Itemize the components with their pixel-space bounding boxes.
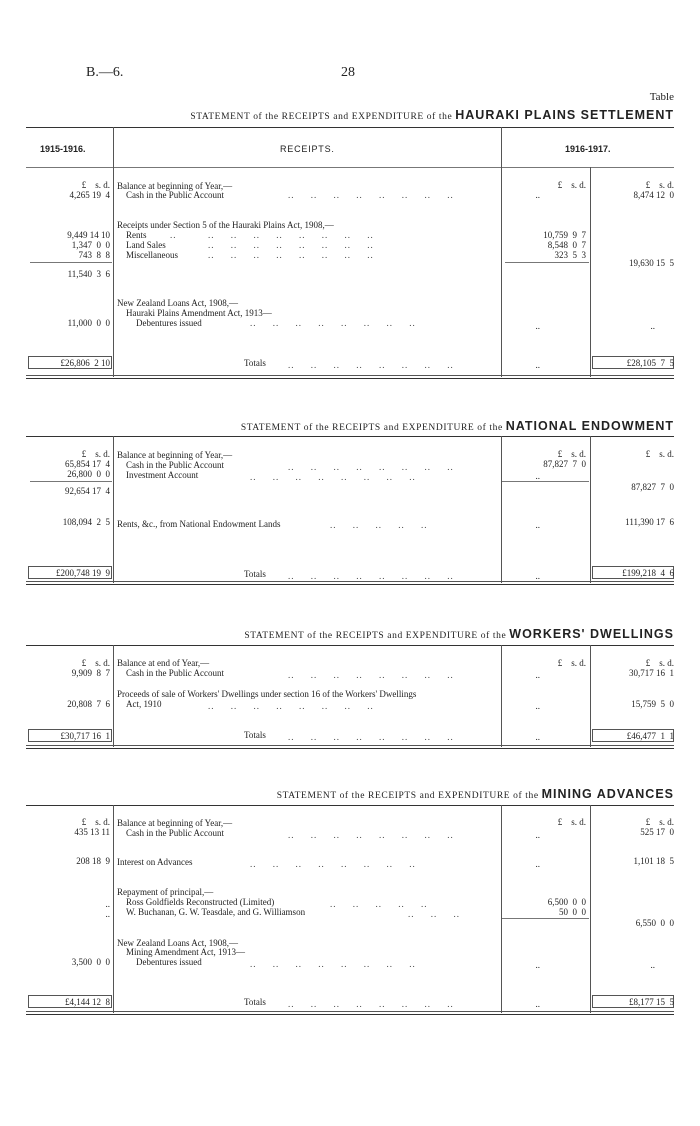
leader-dots: .. .. .. .. .. .. .. .. xyxy=(288,190,454,200)
mining-title xyxy=(277,787,674,801)
subtotal-rule xyxy=(30,481,112,482)
leader-dots: .. .. .. .. .. .. .. .. xyxy=(288,732,454,742)
unit-shilling: s. xyxy=(659,449,665,459)
workers-units-prev xyxy=(30,658,110,668)
hauraki-vline-1 xyxy=(113,127,114,377)
mining-ross-curr: 6,500 0 0 xyxy=(547,897,586,907)
hauraki-land-curr: 8,548 0 7 xyxy=(547,240,586,250)
unit-pence: d. xyxy=(579,180,586,190)
mining-ross-label: Ross Goldfields Reconstructed (Limited) xyxy=(126,897,275,907)
dots: .. xyxy=(650,321,655,331)
hauraki-totals-label: Totals xyxy=(244,358,266,368)
dots: .. xyxy=(535,859,540,869)
table-label: Table xyxy=(649,91,674,103)
subtotal-rule xyxy=(502,481,589,482)
hauraki-land-prev: 1,347 0 0 xyxy=(71,240,110,250)
hauraki-col-curr: 1916-1917. xyxy=(565,144,611,154)
hauraki-balance-label: Balance at beginning of Year,— xyxy=(117,181,233,191)
mining-deb-label: Debentures issued xyxy=(136,957,202,967)
workers-totals-curr: £46,477 1 1 xyxy=(626,731,674,741)
national-totals-prev: £200,748 19 9 xyxy=(56,568,110,578)
leader-dots: .. xyxy=(170,230,177,240)
unit-pence: d. xyxy=(667,658,674,668)
unit-pence: d. xyxy=(103,658,110,668)
workers-title xyxy=(244,627,674,641)
mining-interest-total: 1,101 18 5 xyxy=(633,856,674,866)
leader-dots: .. .. .. .. .. .. .. .. xyxy=(250,472,416,482)
unit-pound: £ xyxy=(81,449,87,459)
national-balance-label: Balance at beginning of Year,— xyxy=(117,450,233,460)
national-totals-curr: £199,218 4 6 xyxy=(622,568,674,578)
national-units-prev xyxy=(30,449,110,459)
leader-dots: .. .. .. .. .. .. .. .. xyxy=(288,830,454,840)
unit-pence: d. xyxy=(579,817,586,827)
leader-dots: .. .. .. .. .. .. .. .. xyxy=(288,670,454,680)
hauraki-title-prefix: STATEMENT of the RECEIPTS and EXPENDITURE of the xyxy=(190,112,453,122)
unit-shilling: s. xyxy=(659,817,665,827)
mining-units-prev xyxy=(30,817,110,827)
leader-dots: .. .. .. .. .. .. .. .. xyxy=(288,571,454,581)
mining-interest-label: Interest on Advances xyxy=(117,857,193,867)
leader-dots: .. .. .. .. .. .. .. .. xyxy=(208,240,374,250)
hauraki-header-rule xyxy=(26,167,674,168)
unit-shilling: s. xyxy=(95,180,101,190)
dots: .. xyxy=(535,360,540,370)
workers-totals-prev: £30,717 16 1 xyxy=(60,731,110,741)
national-cash-label: Cash in the Public Account xyxy=(126,460,224,470)
leader-dots: .. .. .. .. .. xyxy=(330,520,428,530)
unit-pence: d. xyxy=(103,180,110,190)
national-rents-label: Rents, &c., from National Endowment Lands xyxy=(117,519,281,529)
leader-dots: .. .. .. .. .. .. .. .. xyxy=(288,999,454,1009)
unit-pound: £ xyxy=(645,449,651,459)
mining-totals-label: Totals xyxy=(244,997,266,1007)
national-title xyxy=(241,419,674,433)
mining-loans-label: New Zealand Loans Act, 1908,— xyxy=(117,938,238,948)
workers-proceeds-prev: 20,808 7 6 xyxy=(67,699,110,709)
hauraki-totals-prev: £26,806 2 10 xyxy=(60,358,110,368)
dots: .. xyxy=(535,471,540,481)
workers-title-prefix: STATEMENT of the RECEIPTS and EXPENDITURE of the xyxy=(244,631,507,641)
mining-cash-prev: 435 13 11 xyxy=(74,827,110,837)
leader-dots: .. .. .. .. .. .. .. .. xyxy=(208,701,374,711)
unit-pound: £ xyxy=(81,180,87,190)
unit-pound: £ xyxy=(557,180,563,190)
subtotal-rule xyxy=(30,262,112,263)
national-vline-1 xyxy=(113,436,114,583)
hauraki-units-curr xyxy=(594,180,674,190)
national-units-mid xyxy=(506,449,586,459)
national-title-prefix: STATEMENT of the RECEIPTS and EXPENDITURE of the xyxy=(240,423,503,433)
subtotal-rule xyxy=(505,262,589,263)
unit-pound: £ xyxy=(557,658,563,668)
unit-pence: d. xyxy=(103,817,110,827)
workers-balance-label: Balance at end of Year,— xyxy=(117,658,210,668)
mining-title-prefix: STATEMENT of the RECEIPTS and EXPENDITURE of the xyxy=(276,791,539,801)
national-bal-prev-total: 92,654 17 4 xyxy=(65,486,110,496)
mining-totals-prev: £4,144 12 8 xyxy=(65,997,110,1007)
mining-totals-curr: £8,177 15 5 xyxy=(629,997,674,1007)
unit-pence: d. xyxy=(103,449,110,459)
national-inv-label: Investment Account xyxy=(126,470,199,480)
workers-title-bold: WORKERS' DWELLINGS xyxy=(509,627,674,641)
hauraki-item-land-sales: Land Sales xyxy=(126,240,166,250)
dots: .. xyxy=(105,909,110,919)
dots: .. xyxy=(535,321,540,331)
hauraki-cash-prev: 4,265 19 4 xyxy=(69,190,110,200)
national-units-curr xyxy=(594,449,674,459)
workers-cash-label: Cash in the Public Account xyxy=(126,668,224,678)
leader-dots: .. .. .. .. .. .. .. .. xyxy=(250,859,416,869)
mining-repay-label: Repayment of principal,— xyxy=(117,887,214,897)
leader-dots: .. .. .. .. .. .. .. .. xyxy=(288,360,454,370)
leader-dots: .. .. .. .. .. .. .. .. xyxy=(250,959,416,969)
subtotal-rule xyxy=(502,918,589,919)
workers-units-mid xyxy=(506,658,586,668)
dots: .. xyxy=(105,899,110,909)
hauraki-col-receipts: RECEIPTS. xyxy=(280,144,335,154)
workers-totals-label: Totals xyxy=(244,730,266,740)
national-cash-curr: 87,827 7 0 xyxy=(543,459,586,469)
leader-dots: .. .. .. .. .. .. .. .. xyxy=(208,250,374,260)
national-totals-label: Totals xyxy=(244,569,266,579)
dots: .. xyxy=(535,520,540,530)
national-bal-curr-total: 87,827 7 0 xyxy=(631,482,674,492)
dots: .. xyxy=(535,190,540,200)
hauraki-items-curr-total: 19,630 15 5 xyxy=(629,258,674,268)
dots: .. xyxy=(535,830,540,840)
dots: .. xyxy=(535,960,540,970)
workers-proceeds-label2: Act, 1910 xyxy=(126,699,162,709)
hauraki-item-misc: Miscellaneous xyxy=(126,250,178,260)
national-inv-prev: 26,800 0 0 xyxy=(67,469,110,479)
mining-repay-total: 6,550 0 0 xyxy=(635,918,674,928)
mining-balance-label: Balance at beginning of Year,— xyxy=(117,818,233,828)
workers-cash-prev: 9,909 8 7 xyxy=(71,668,110,678)
unit-shilling: s. xyxy=(571,658,577,668)
hauraki-cash-total: 8,474 12 0 xyxy=(633,190,674,200)
page-ref: B.—6. xyxy=(86,65,124,80)
unit-pence: d. xyxy=(667,817,674,827)
hauraki-rents-prev: 9,449 14 10 xyxy=(67,230,110,240)
mining-amend-label: Mining Amendment Act, 1913— xyxy=(126,947,245,957)
mining-units-curr xyxy=(594,817,674,827)
unit-shilling: s. xyxy=(95,449,101,459)
unit-pound: £ xyxy=(557,449,563,459)
unit-pound: £ xyxy=(645,180,651,190)
dots: .. xyxy=(650,960,655,970)
dots: .. xyxy=(535,701,540,711)
national-title-bold: NATIONAL ENDOWMENT xyxy=(505,419,674,433)
mining-interest-prev: 208 18 9 xyxy=(76,856,110,866)
unit-shilling: s. xyxy=(95,658,101,668)
mining-deb-prev: 3,500 0 0 xyxy=(71,957,110,967)
mining-buchanan-label: W. Buchanan, G. W. Teasdale, and G. Williamson xyxy=(126,907,306,917)
hauraki-items-prev-total: 11,540 3 6 xyxy=(67,269,110,279)
dots: .. xyxy=(535,732,540,742)
page-number: 28 xyxy=(341,65,355,80)
unit-pound: £ xyxy=(81,658,87,668)
hauraki-title xyxy=(190,108,674,122)
national-vline-3 xyxy=(590,436,591,583)
unit-pence: d. xyxy=(579,449,586,459)
unit-shilling: s. xyxy=(95,817,101,827)
workers-vline-1 xyxy=(113,645,114,747)
hauraki-title-bold: HAURAKI PLAINS SETTLEMENT xyxy=(455,108,674,122)
unit-shilling: s. xyxy=(571,817,577,827)
hauraki-misc-prev: 743 8 8 xyxy=(78,250,110,260)
hauraki-units-prev xyxy=(30,180,110,190)
unit-pence: d. xyxy=(667,449,674,459)
dots: .. xyxy=(535,571,540,581)
unit-shilling: s. xyxy=(571,449,577,459)
hauraki-loans-label: New Zealand Loans Act, 1908,— xyxy=(117,298,238,308)
mining-units-mid xyxy=(506,817,586,827)
leader-dots: .. .. .. xyxy=(408,909,460,919)
unit-shilling: s. xyxy=(659,180,665,190)
mining-cash-label: Cash in the Public Account xyxy=(126,828,224,838)
national-cash-prev: 65,854 17 4 xyxy=(65,459,110,469)
mining-cash-total: 525 17 0 xyxy=(640,827,674,837)
workers-proceeds-label1: Proceeds of sale of Workers' Dwellings under section 16 of the Workers' Dwellings xyxy=(117,689,417,699)
hauraki-deb-label: Debentures issued xyxy=(136,318,202,328)
national-rents-prev: 108,094 2 5 xyxy=(62,517,110,527)
workers-vline-2 xyxy=(501,645,502,747)
leader-dots: .. .. .. .. .. xyxy=(330,899,428,909)
hauraki-amend-label: Hauraki Plains Amendment Act, 1913— xyxy=(126,308,272,318)
hauraki-units-mid xyxy=(506,180,586,190)
mining-buchanan-curr: 50 0 0 xyxy=(559,907,586,917)
hauraki-col-prev: 1915-1916. xyxy=(40,144,86,154)
hauraki-item-rents: Rents xyxy=(126,230,147,240)
leader-dots: .. .. .. .. .. .. .. .. xyxy=(208,230,374,240)
unit-pound: £ xyxy=(557,817,563,827)
unit-shilling: s. xyxy=(659,658,665,668)
unit-pound: £ xyxy=(645,658,651,668)
dots: .. xyxy=(535,999,540,1009)
workers-units-curr xyxy=(594,658,674,668)
hauraki-cash-label: Cash in the Public Account xyxy=(126,190,224,200)
dots: .. xyxy=(535,670,540,680)
unit-pound: £ xyxy=(81,817,87,827)
unit-shilling: s. xyxy=(571,180,577,190)
unit-pence: d. xyxy=(667,180,674,190)
hauraki-deb-prev: 11,000 0 0 xyxy=(67,318,110,328)
unit-pence: d. xyxy=(579,658,586,668)
hauraki-receipts-label: Receipts under Section 5 of the Hauraki Plains Act, 1908,— xyxy=(117,220,334,230)
leader-dots: .. .. .. .. .. .. .. .. xyxy=(288,462,454,472)
workers-cash-total: 30,717 16 1 xyxy=(629,668,674,678)
workers-proceeds-total: 15,759 5 0 xyxy=(631,699,674,709)
national-rents-total: 111,390 17 6 xyxy=(625,517,674,527)
hauraki-misc-curr: 323 5 3 xyxy=(554,250,586,260)
mining-vline-1 xyxy=(113,805,114,1013)
leader-dots: .. .. .. .. .. .. .. .. xyxy=(250,318,416,328)
hauraki-totals-curr: £28,105 7 5 xyxy=(626,358,674,368)
unit-pound: £ xyxy=(645,817,651,827)
mining-title-bold: MINING ADVANCES xyxy=(541,787,674,801)
hauraki-rents-curr: 10,759 9 7 xyxy=(543,230,586,240)
